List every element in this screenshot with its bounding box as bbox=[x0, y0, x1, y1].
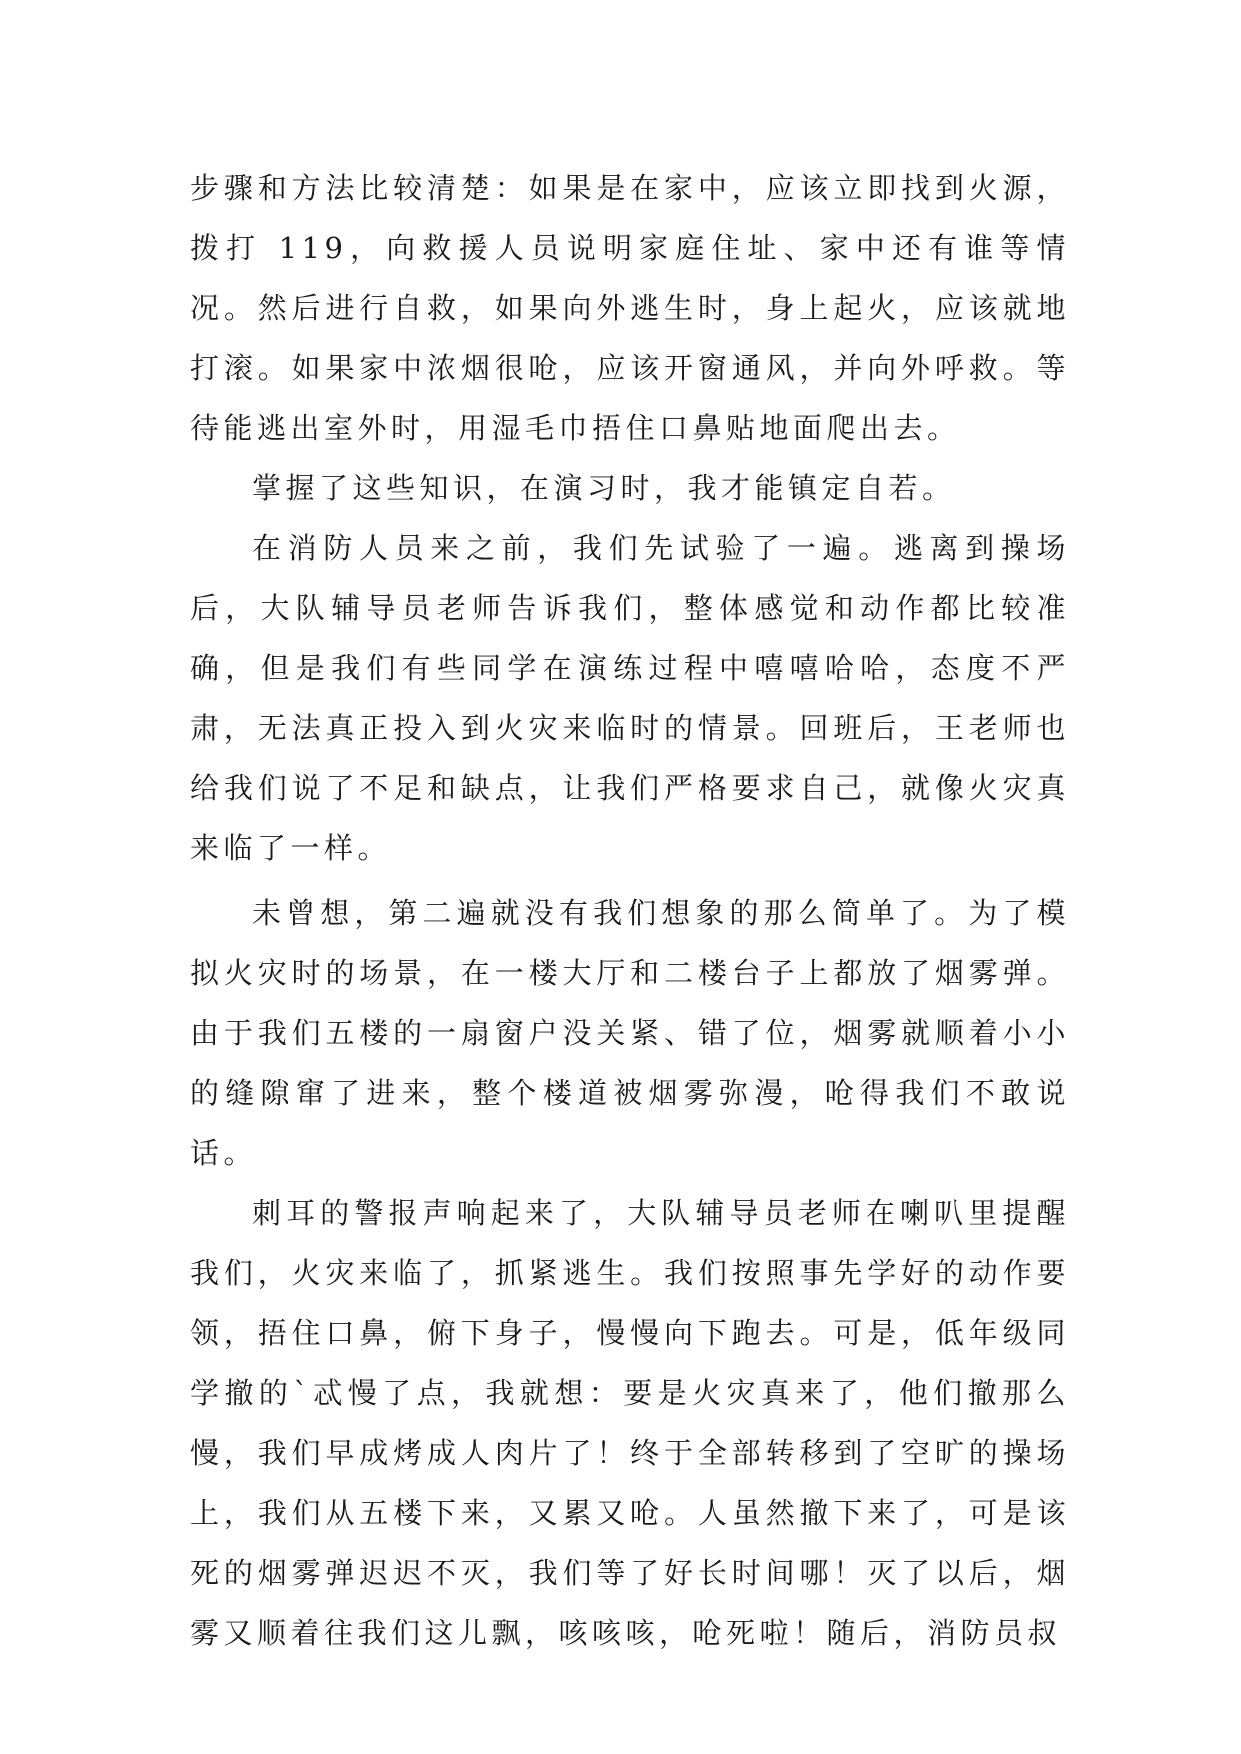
paragraph-composure: 掌握了这些知识，在演习时，我才能镇定自若。 bbox=[252, 471, 956, 505]
paragraph-first-trial: 在消防人员来之前，我们先试验了一遍。逃离到操场后，大队辅导员老师告诉我们，整体感觉和动作都比较准确，但是我们有些同学在演练过程中嘻嘻哈哈，态度不严肃，无法真正投入到火灾来临时的情景。回班后，王老师也给我们说了不足和缺点，让我们严格要求自己，就像火灾真来临了一样。 bbox=[190, 531, 1070, 865]
document-body bbox=[190, 158, 1070, 1663]
paragraph-second-round: 未曾想，第二遍就没有我们想象的那么简单了。为了模拟火灾时的场景，在一楼大厅和二楼台子上都放了烟雾弹。由于我们五楼的一扇窗户没关紧、错了位，烟雾就顺着小小的缝隙窜了进来，整个楼道被烟雾弥漫，呛得我们不敢说话。 bbox=[190, 896, 1070, 1170]
paragraph-alarm-evacuation: 刺耳的警报声响起来了，大队辅导员老师在喇叭里提醒我们，火灾来临了，抓紧逃生。我们按照事先学好的动作要领，捂住口鼻，俯下身子，慢慢向下跑去。可是，低年级同学撤的`忒慢了点，我就想：要是火灾真来了，他们撤那么慢，我们早成烤成人肉片了！终于全部转移到了空旷的操场上，我们从五楼下来，又累又呛。人虽然撤下来了，可是该死的烟雾弹迟迟不灭，我们等了好长时间哪！灭了以后，烟雾又顺着往我们这儿飘，咳咳咳，呛死啦！随后，消防员叔 bbox=[190, 1196, 1070, 1650]
paragraph-fire-procedure: 步骤和方法比较清楚：如果是在家中，应该立即找到火源，拨打 119，向救援人员说明家庭住址、家中还有谁等情况。然后进行自救，如果向外逃生时，身上起火，应该就地打滚。如果家中浓烟很呛，应该开窗通风，并向外呼救。等待能逃出室外时，用湿毛巾捂住口鼻贴地面爬出去。 bbox=[190, 171, 1070, 445]
